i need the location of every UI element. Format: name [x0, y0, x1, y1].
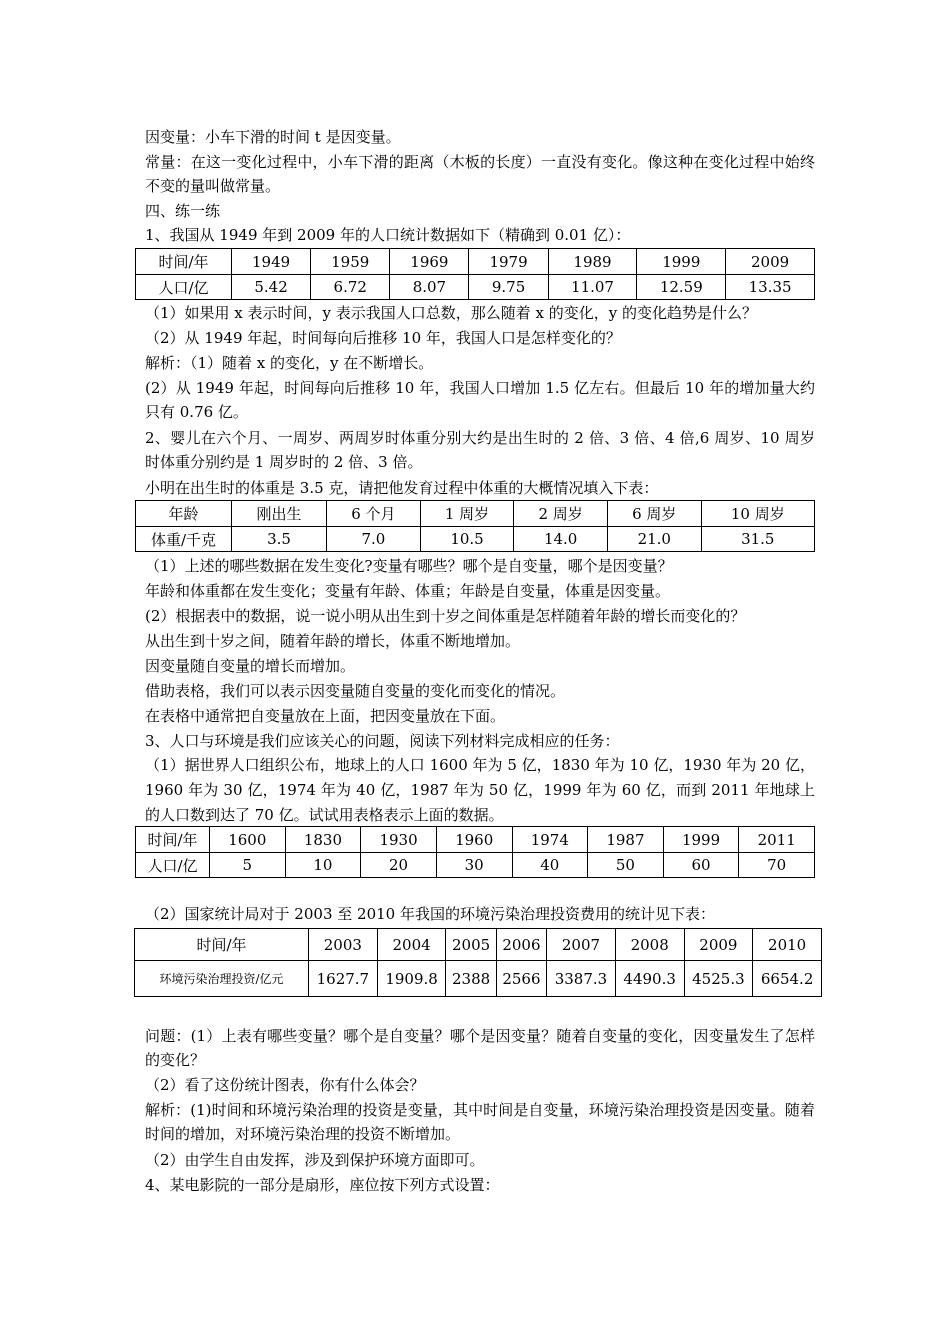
question-2-part-2: (2）根据表中的数据，说一说小明从出生到十岁之间体重是怎样随着年龄的增长而变化的？ — [145, 607, 746, 625]
table-cell: 6 周岁 — [607, 501, 701, 527]
table-cell: 1627.7 — [309, 961, 378, 997]
table-cell: 2009 — [726, 249, 815, 275]
question-4-intro: 4、某电影院的一部分是扇形，座位按下列方式设置： — [145, 1176, 500, 1194]
table-cell: 1949 — [232, 249, 311, 275]
table-row — [136, 501, 815, 527]
question-3-problem: 问题：(1）上表有哪些变量？哪个是自变量？哪个是因变量？随着自变量的变化，因变量发生了怎样的变化？ — [145, 1027, 815, 1069]
table-cell: 1969 — [390, 249, 469, 275]
table-cell: 10.5 — [420, 527, 514, 552]
answer-1-part-2: (2）从 1949 年起，时间每向后推移 10 年，我国人口增加 1.5 亿左右。但最后 10 年的增加量大约只有 0.76 亿。 — [145, 379, 815, 421]
table-cell: 2004 — [377, 929, 446, 961]
note-table-use: 借助表格，我们可以表示因变量随自变量的变化而变化的情况。 — [145, 682, 566, 700]
table-cell: 21.0 — [607, 527, 701, 552]
table-cell: 1959 — [311, 249, 390, 275]
table-cell: 体重/千克 — [136, 527, 232, 552]
table-cell: 70 — [739, 853, 815, 878]
table-cell: 31.5 — [701, 527, 814, 552]
table-row — [136, 853, 815, 878]
table-cell: 1979 — [469, 249, 548, 275]
table-cell: 1 周岁 — [420, 501, 514, 527]
table-cell: 3387.3 — [547, 961, 616, 997]
table-cell: 2 周岁 — [514, 501, 608, 527]
table-cell: 1830 — [285, 827, 361, 853]
table-cell: 2010 — [753, 929, 822, 961]
answer-1-part-1: 解析：（1）随着 x 的变化，y 在不断增长。 — [145, 354, 434, 372]
table-cell: 2005 — [446, 929, 496, 961]
table-cell: 30 — [436, 853, 512, 878]
table-cell: 2009 — [684, 929, 753, 961]
table-cell: 年龄 — [136, 501, 232, 527]
population-table-world — [135, 826, 815, 878]
table-cell: 2388 — [446, 961, 496, 997]
table-cell: 2011 — [739, 827, 815, 853]
table-cell: 人口/亿 — [136, 853, 210, 878]
table-cell: 9.75 — [469, 275, 548, 300]
table-cell: 6 个月 — [327, 501, 421, 527]
weight-table — [135, 500, 815, 552]
question-2-prompt: 小明在出生时的体重是 3.5 克，请把他发育过程中体重的大概情况填入下表： — [145, 479, 659, 497]
table-cell: 时间/年 — [136, 249, 232, 275]
question-3-part-1: （1）据世界人口组织公布，地球上的人口 1600 年为 5 亿，1830 年为 10 亿，1930 年为 20 亿，1960 年为 30 亿，1974 年为 40 亿，1987 年为 50 亿，1999 年为 60 亿，而到 2011 年地球上的人口数到达了 70 亿。试试用表格表示上面的数据。 — [145, 756, 815, 824]
table-cell: 6654.2 — [753, 961, 822, 997]
table-cell: 1930 — [361, 827, 437, 853]
table-cell: 11.07 — [548, 275, 637, 300]
question-3-part-2: （2）国家统计局对于 2003 至 2010 年我国的环境污染治理投资费用的统计见下表： — [145, 905, 715, 923]
table-cell: 1987 — [588, 827, 664, 853]
table-row — [135, 961, 822, 997]
investment-table — [134, 928, 822, 997]
table-row — [136, 249, 815, 275]
table-cell: 刚出生 — [232, 501, 327, 527]
table-cell: 1999 — [663, 827, 739, 853]
table-cell: 1999 — [637, 249, 726, 275]
population-table-china — [135, 248, 815, 300]
table-cell: 1974 — [512, 827, 588, 853]
answer-3-part-1: 解析：(1)时间和环境污染治理的投资是变量，其中时间是自变量，环境污染治理投资是因变量。随着时间的增加，对环境污染治理的投资不断增加。 — [145, 1101, 815, 1143]
table-cell: 环境污染治理投资/亿元 — [135, 961, 309, 997]
note-table-layout: 在表格中通常把自变量放在上面，把因变量放在下面。 — [145, 707, 506, 725]
table-cell: 20 — [361, 853, 437, 878]
table-cell: 5 — [210, 853, 286, 878]
table-cell: 6.72 — [311, 275, 390, 300]
table-cell: 14.0 — [514, 527, 608, 552]
note-dependent-increases: 因变量随自变量的增长而增加。 — [145, 657, 356, 675]
table-row — [135, 929, 822, 961]
paragraph-dependent-variable: 因变量：小车下滑的时间 t 是因变量。 — [145, 128, 401, 146]
question-3-intro: 3、人口与环境是我们应该关心的问题，阅读下列材料完成相应的任务： — [145, 732, 620, 750]
question-3-reflection: （2）看了这份统计图表，你有什么体会？ — [145, 1076, 425, 1094]
table-row — [136, 827, 815, 853]
question-2-part-1: （1）上述的哪些数据在发生变化?变量有哪些？哪个是自变量，哪个是因变量？ — [145, 557, 673, 575]
table-cell: 12.59 — [637, 275, 726, 300]
table-row — [136, 275, 815, 300]
table-cell: 2566 — [496, 961, 546, 997]
answer-2-part-2: 从出生到十岁之间，随着年龄的增长，体重不断地增加。 — [145, 632, 521, 650]
table-cell: 50 — [588, 853, 664, 878]
question-1-part-2: （2）从 1949 年起，时间每向后推移 10 年，我国人口是怎样变化的？ — [145, 329, 621, 347]
table-cell: 2006 — [496, 929, 546, 961]
table-cell: 7.0 — [327, 527, 421, 552]
table-cell: 时间/年 — [136, 827, 210, 853]
table-cell: 13.35 — [726, 275, 815, 300]
table-cell: 2003 — [309, 929, 378, 961]
question-1-part-1: （1）如果用 x 表示时间，y 表示我国人口总数，那么随着 x 的变化，y 的变化趋势是什么？ — [145, 304, 758, 322]
table-cell: 60 — [663, 853, 739, 878]
table-cell: 时间/年 — [135, 929, 309, 961]
table-cell: 1989 — [548, 249, 637, 275]
table-cell: 10 — [285, 853, 361, 878]
table-cell: 1909.8 — [377, 961, 446, 997]
question-2-intro: 2、婴儿在六个月、一周岁、两周岁时体重分别大约是出生时的 2 倍、3 倍、4 倍,6 周岁、10 周岁时体重分别约是 1 周岁时的 2 倍、3 倍。 — [145, 429, 815, 471]
paragraph-constant: 常量：在这一变化过程中，小车下滑的距离（木板的长度）一直没有变化。像这种在变化过程中始终不变的量叫做常量。 — [145, 153, 815, 195]
table-cell: 10 周岁 — [701, 501, 814, 527]
table-cell: 人口/亿 — [136, 275, 232, 300]
table-cell: 4490.3 — [615, 961, 684, 997]
table-cell: 1960 — [436, 827, 512, 853]
question-1-intro: 1、我国从 1949 年到 2009 年的人口统计数据如下（精确到 0.01 亿）： — [145, 226, 631, 244]
table-cell: 3.5 — [232, 527, 327, 552]
answer-3-part-2: （2）由学生自由发挥，涉及到保护环境方面即可。 — [145, 1151, 485, 1169]
table-cell: 2008 — [615, 929, 684, 961]
table-cell: 4525.3 — [684, 961, 753, 997]
table-cell: 5.42 — [232, 275, 311, 300]
table-row — [136, 527, 815, 552]
section-heading-practice: 四、练一练 — [145, 202, 221, 220]
table-cell: 8.07 — [390, 275, 469, 300]
answer-2-part-1: 年龄和体重都在发生变化；变量有年龄、体重；年龄是自变量，体重是因变量。 — [145, 582, 671, 600]
table-cell: 40 — [512, 853, 588, 878]
table-cell: 1600 — [210, 827, 286, 853]
table-cell: 2007 — [547, 929, 616, 961]
